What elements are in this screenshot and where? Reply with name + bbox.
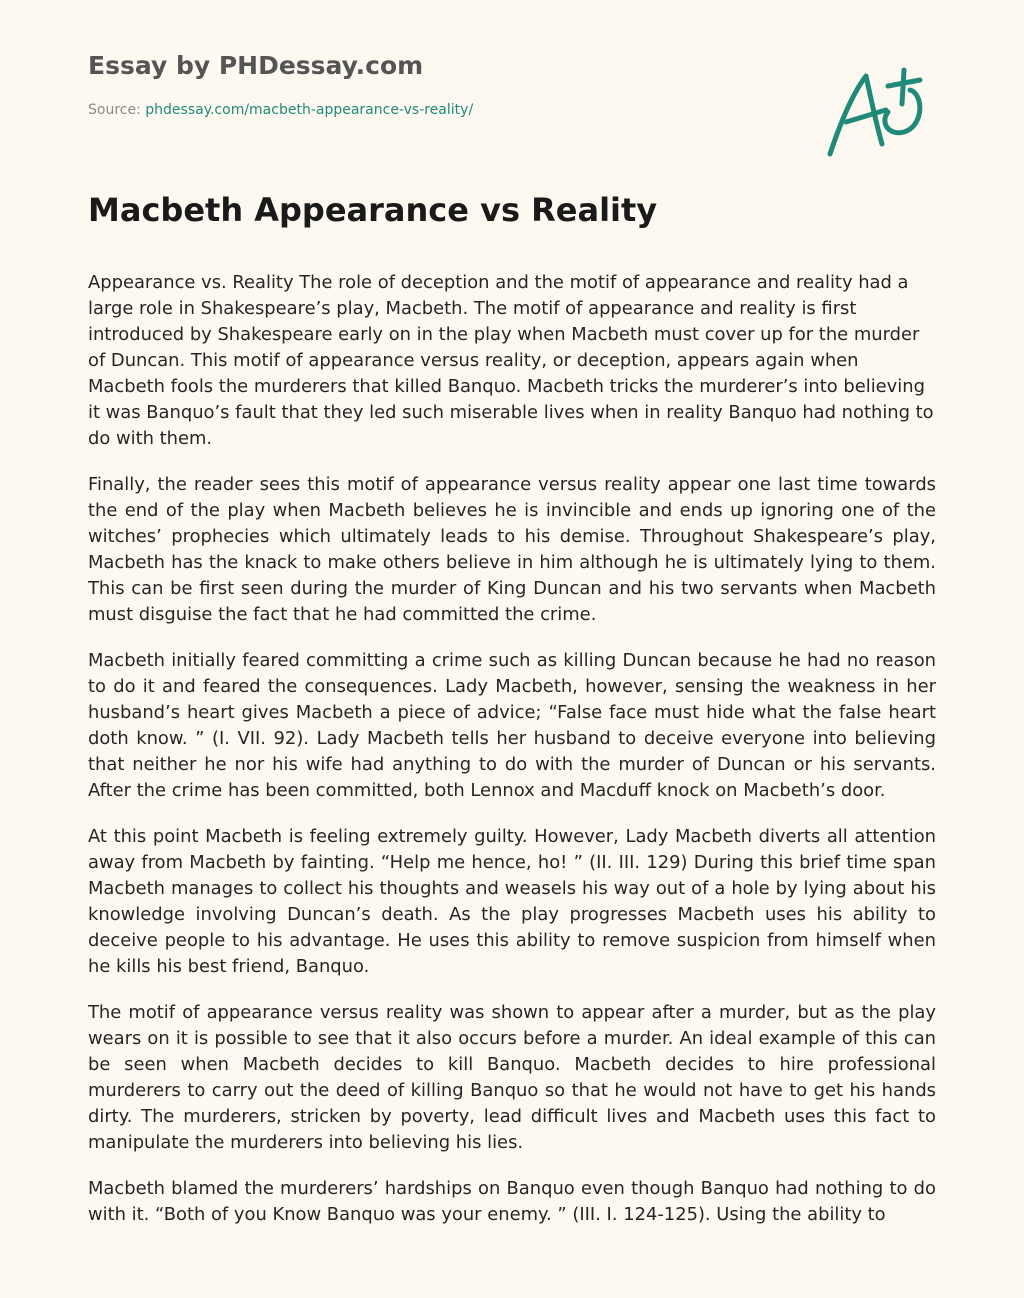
essay-paragraph: Macbeth blamed the murderers’ hardships on Banquo even though Banquo had nothing to do with it. “Both of you Know Banquo was your enemy. ” (III. I. 124-125). Using the ability to: [88, 1178, 936, 1225]
source-line: [88, 101, 473, 119]
source-label: Source:: [88, 102, 146, 118]
essay-paragraph: At this point Macbeth is feeling extremely guilty. However, Lady Macbeth diverts all attention away from Macbeth by fainting. “Help me hence, ho! ” (II. III. 129) During this brief time span Macbeth manages to collect his thoughts and weasels his way out of a hole by lying about his knowledge involving Duncan’s death. As the play progresses Macbeth uses his ability to deceive people to his advantage. He uses this ability to remove suspicion from himself when he kills his best friend, Banquo.: [88, 826, 936, 977]
essay-paragraph: The motif of appearance versus reality was shown to appear after a murder, but as the play wears on it is possible to see that it also occurs before a murder. An ideal example of this can be seen when Macbeth decides to kill Banquo. Macbeth decides to hire professional murderers to carry out the deed of killing Banquo so that he would not have to get his hands dirty. The murderers, stricken by poverty, lead difficult lives and Macbeth uses this fact to manipulate the murderers into believing his lies.: [88, 1002, 936, 1153]
essay-paragraph: Appearance vs. Reality The role of deception and the motif of appearance and reality had a large role in Shakespeare’s play, Macbeth. The motif of appearance and reality is first introduced by Shakespeare early on in the play when Macbeth must cover up for the murder of Duncan. This motif of appearance versus reality, or deception, appears again when Macbeth fools the murderers that killed Banquo. Macbeth tricks the murderer’s into believing it was Banquo’s fault that they led such miserable lives when in reality Banquo had nothing to do with them.: [88, 272, 934, 449]
essay-paragraph: Macbeth initially feared committing a crime such as killing Duncan because he had no reason to do it and feared the consequences. Lady Macbeth, however, sensing the weakness in her husband’s heart gives Macbeth a piece of advice; “False face must hide what the false heart doth know. ” (I. VII. 92). Lady Macbeth tells her husband to deceive everyone into believing that neither he nor his wife had anything to do with the murder of Duncan or his servants. After the crime has been committed, both Lennox and Macduff knock on Macbeth’s door.: [88, 650, 936, 801]
essay-paragraph: Finally, the reader sees this motif of appearance versus reality appear one last time towards the end of the play when Macbeth believes he is invincible and ends up ignoring one of the witches’ prophecies which ultimately leads to his demise. Throughout Shakespeare’s play, Macbeth has the knack to make others believe in him although he is ultimately lying to them. This can be first seen during the murder of King Duncan and his two servants when Macbeth must disguise the fact that he had committed the crime.: [88, 474, 936, 625]
essay-title: Macbeth Appearance vs Reality: [88, 191, 658, 229]
source-link[interactable]: phdessay.com/macbeth-appearance-vs-reality/: [145, 102, 474, 118]
a-plus-logo-icon: [820, 64, 932, 160]
site-name: Essay by PHDessay.com: [88, 51, 424, 80]
essay-body: [88, 270, 936, 1248]
